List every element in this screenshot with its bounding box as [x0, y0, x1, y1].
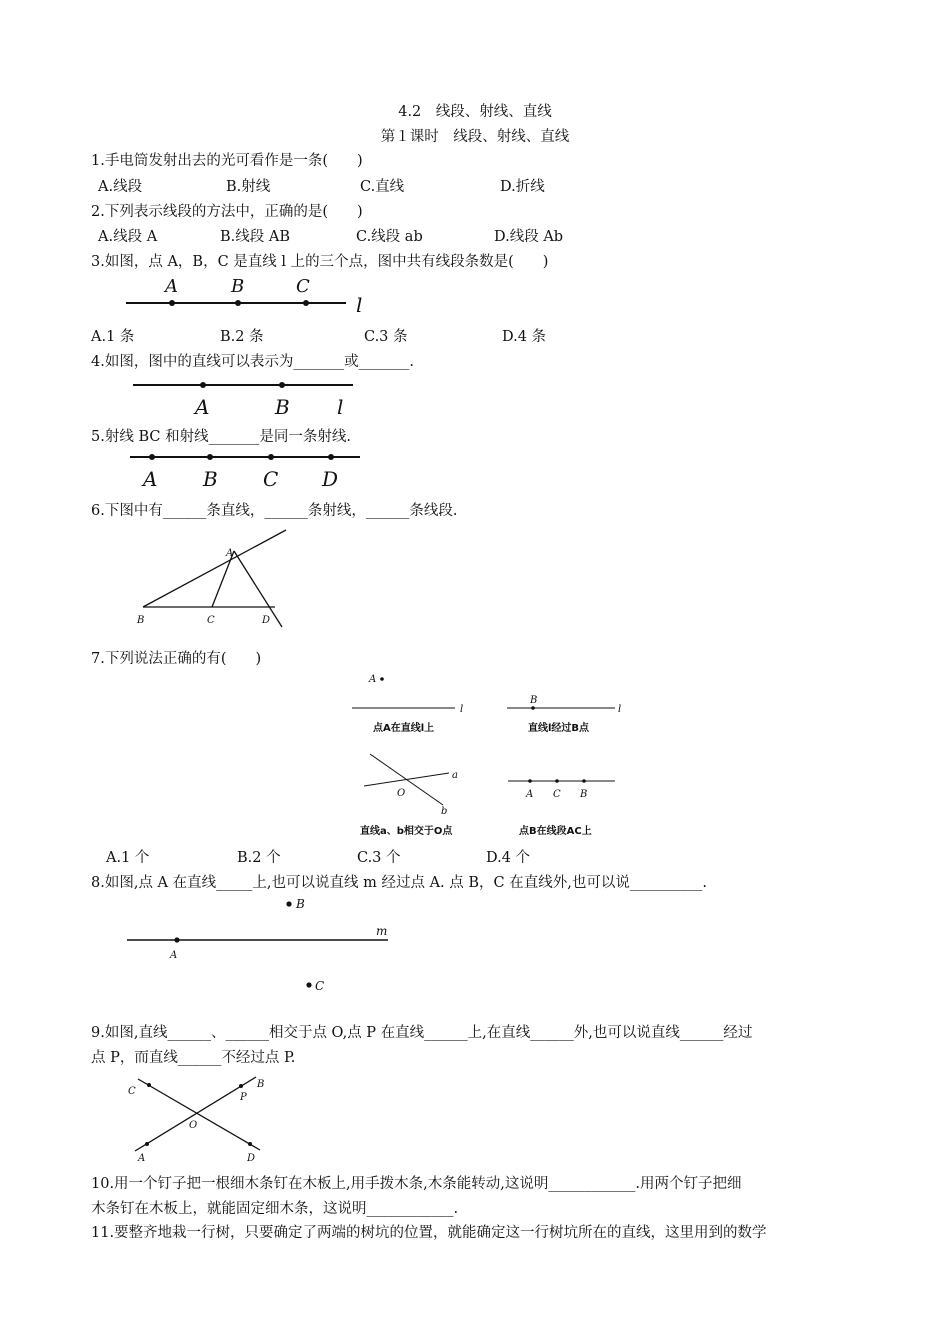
label-c: C	[296, 276, 310, 297]
line-cd	[138, 1079, 260, 1150]
fig4-point-c	[555, 779, 559, 783]
question-6-figure	[130, 527, 300, 632]
question-4-stem: 4.如图，图中的直线可以表示为_______或_______.	[91, 354, 414, 370]
label-b: B	[257, 1079, 265, 1090]
fig2-point-b	[531, 706, 535, 710]
label-l: l	[356, 293, 363, 317]
fig3-line-b	[370, 754, 443, 805]
fig4-point-b	[582, 779, 586, 783]
question-6-stem: 6.下图中有______条直线，______条射线，______条线段.	[91, 503, 458, 519]
label-b: B	[296, 897, 305, 911]
fig1-caption: 点A在直线l上	[373, 723, 435, 734]
point-b	[207, 454, 213, 460]
label-a: A	[138, 1153, 146, 1164]
fig1-label-l: l	[460, 704, 464, 715]
label-d: D	[247, 1153, 256, 1164]
fig2-label-b: B	[530, 695, 538, 706]
label-c: C	[315, 979, 325, 993]
point-a	[145, 1142, 149, 1146]
label-a: A	[226, 548, 234, 559]
question-1-option-a: A.线段	[98, 179, 143, 195]
question-7-option-b: B.2 个	[237, 850, 281, 866]
point-c	[303, 300, 309, 306]
question-2-option-a: A.线段 A	[98, 229, 158, 245]
point-a	[200, 382, 206, 388]
point-a	[169, 300, 175, 306]
point-d	[328, 454, 334, 460]
point-a	[174, 937, 179, 942]
fig4-caption: 点B在线段AC上	[519, 826, 592, 837]
label-a: A	[170, 950, 178, 961]
question-9-figure	[125, 1073, 275, 1165]
question-7-figures	[340, 668, 640, 843]
question-11-line-1: 11.要整齐地栽一行树，只要确定了两端的树坑的位置，就能确定这一行树坑所在的直线，这里用到的数学	[91, 1225, 767, 1241]
line-ac	[212, 551, 234, 607]
point-a	[149, 454, 155, 460]
question-3-option-a: A.1 条	[91, 329, 135, 345]
point-c	[306, 982, 311, 987]
label-b: B	[275, 395, 290, 419]
point-p	[239, 1084, 243, 1088]
question-2-option-b: B.线段 AB	[220, 229, 291, 245]
question-9-line-1: 9.如图,直线______、______相交于点 O,点 P 在直线______上,在直线______外,也可以说直线______经过	[91, 1025, 753, 1041]
question-3-option-c: C.3 条	[364, 329, 408, 345]
label-a: A	[165, 276, 178, 297]
fig1-label-a: A	[369, 674, 377, 685]
fig3-label-b: b	[441, 806, 448, 817]
point-b	[286, 901, 291, 906]
label-m: m	[376, 924, 388, 938]
question-8-figure	[120, 890, 410, 1000]
label-l: l	[337, 395, 344, 419]
label-a: A	[143, 467, 158, 491]
fig4-label-c: C	[553, 789, 561, 800]
fig4-label-a: A	[526, 789, 534, 800]
page-subtitle: 第１课时 线段、射线、直线	[380, 129, 570, 145]
label-b: B	[231, 276, 245, 297]
point-c	[268, 454, 274, 460]
question-5-stem: 5.射线 BC 和射线_______是同一条射线.	[91, 429, 351, 445]
label-c: C	[263, 467, 279, 491]
fig4-label-b: B	[580, 789, 588, 800]
line-ba	[143, 530, 286, 607]
fig1-point-a	[380, 677, 384, 681]
label-c: C	[207, 615, 215, 626]
point-b	[235, 300, 241, 306]
label-b: B	[137, 615, 145, 626]
label-o: O	[189, 1120, 198, 1131]
line-ad	[234, 551, 282, 627]
page-title: 4.2 线段、射线、直线	[398, 104, 552, 120]
question-4-figure	[125, 376, 365, 418]
label-d: D	[322, 467, 339, 491]
question-1-stem: 1.手电筒发射出去的光可看作是一条( )	[91, 153, 363, 169]
label-b: B	[203, 467, 218, 491]
question-3-option-d: D.4 条	[502, 329, 547, 345]
fig2-label-l: l	[618, 704, 622, 715]
point-c	[147, 1083, 151, 1087]
question-2-option-d: D.线段 Ab	[494, 229, 564, 245]
fig4-point-a	[528, 779, 532, 783]
question-3-stem: 3.如图，点 A，B，C 是直线 l 上的三个点，图中共有线段条数是( )	[91, 254, 549, 270]
label-a: A	[195, 395, 210, 419]
fig3-caption: 直线a、b相交于O点	[360, 826, 453, 837]
label-p: P	[240, 1092, 247, 1103]
question-3-figure	[120, 272, 380, 316]
question-7-option-c: C.3 个	[357, 850, 401, 866]
fig2-caption: 直线l经过B点	[528, 723, 590, 734]
question-8-stem: 8.如图,点 A 在直线_____上,也可以说直线 m 经过点 A. 点 B，C 在直线外,也可以说__________.	[91, 875, 707, 891]
question-10-line-2: 木条钉在木板上，就能固定细木条，这说明____________.	[91, 1201, 459, 1217]
question-1-option-b: B.射线	[226, 179, 271, 195]
question-1-option-c: C.直线	[360, 179, 405, 195]
question-7-option-a: A.1 个	[106, 850, 150, 866]
question-9-line-2: 点 P，而直线______不经过点 P.	[91, 1050, 296, 1066]
question-10-line-1: 10.用一个钉子把一根细木条钉在木板上,用手拨木条,木条能转动,这说明____________.用两个钉子把细	[91, 1176, 742, 1192]
point-d	[248, 1142, 252, 1146]
fig3-label-o: O	[397, 788, 406, 799]
fig3-label-a: a	[452, 770, 458, 781]
question-3-option-b: B.2 条	[220, 329, 264, 345]
point-b	[279, 382, 285, 388]
label-d: D	[262, 615, 271, 626]
question-2-option-c: C.线段 ab	[356, 229, 423, 245]
question-7-option-d: D.4 个	[486, 850, 531, 866]
question-5-figure	[125, 448, 375, 490]
question-7-stem: 7.下列说法正确的有( )	[91, 651, 262, 667]
label-c: C	[128, 1086, 136, 1097]
question-2-stem: 2.下列表示线段的方法中，正确的是( )	[91, 204, 363, 220]
question-1-option-d: D.折线	[500, 179, 545, 195]
